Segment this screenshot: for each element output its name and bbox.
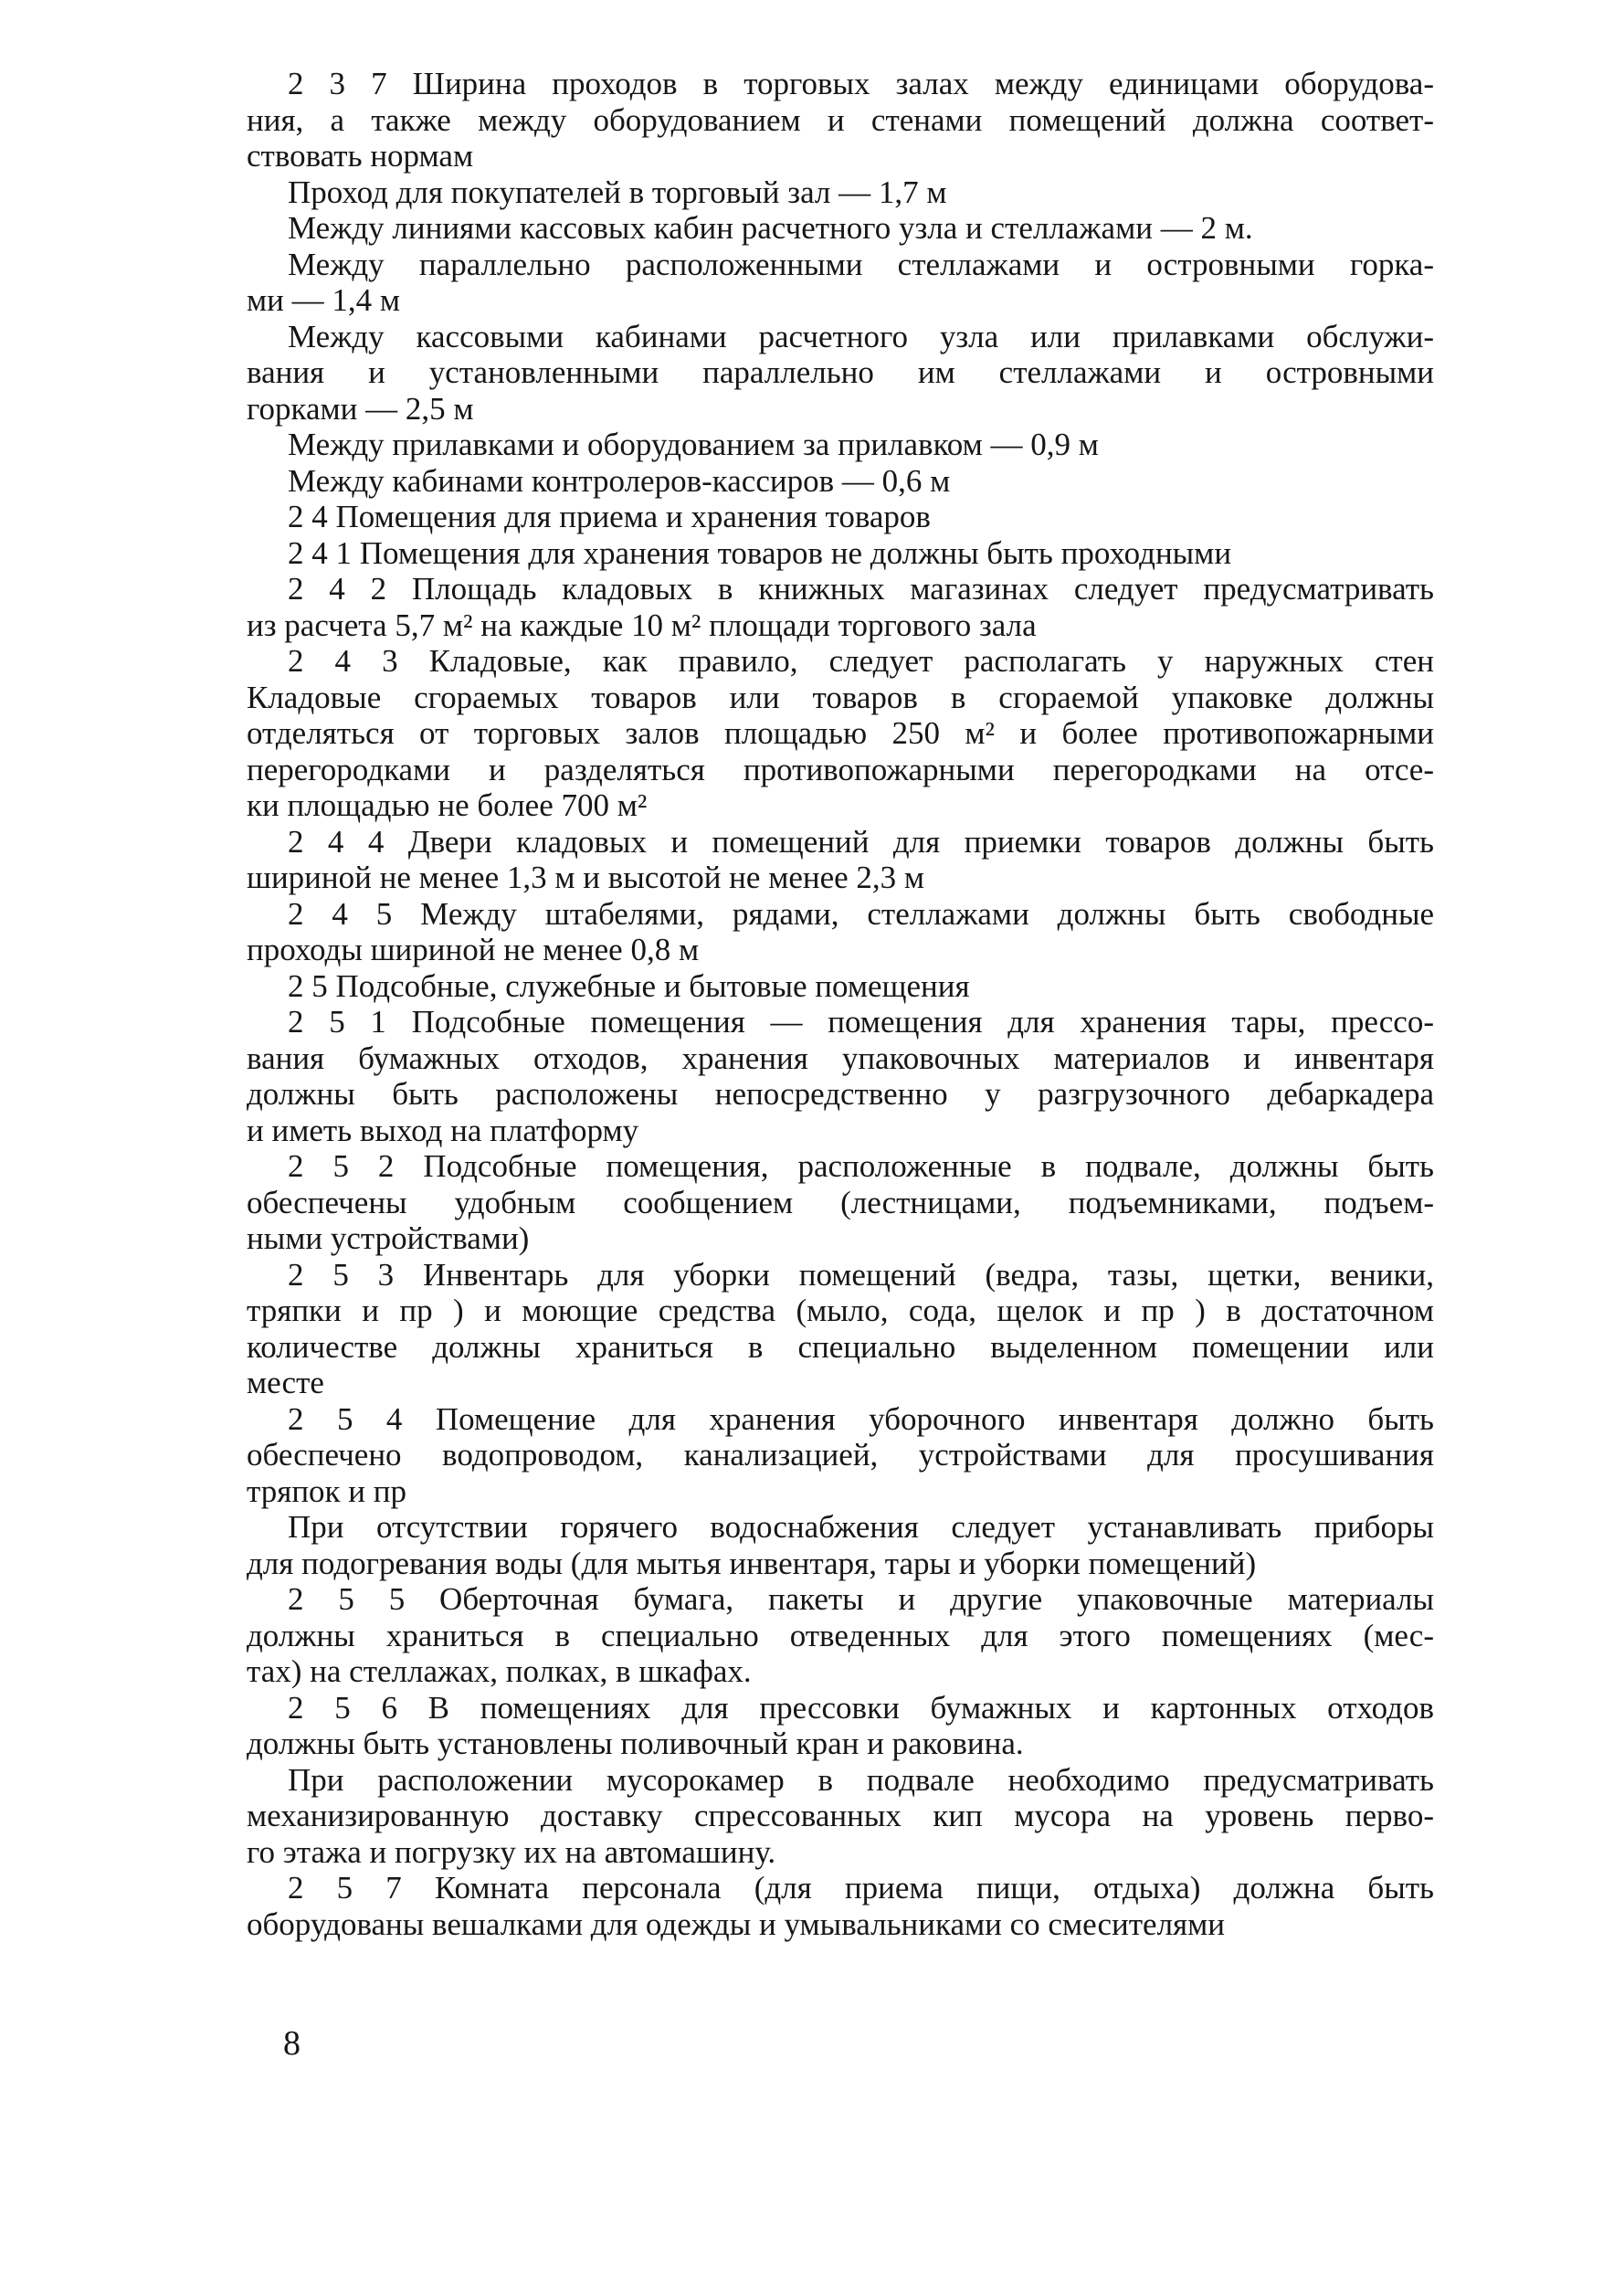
paragraph-p256 bbox=[247, 1690, 1434, 1762]
text-line: 2 5 1 Подсобные помещения — помещения для хранения тары, прессо- bbox=[288, 1004, 1434, 1040]
text-line: ными устройствами) bbox=[247, 1220, 530, 1256]
text-line: должны быть установлены поливочный кран и раковина. bbox=[247, 1726, 1024, 1761]
text-line: количестве должны храниться в специально выделенном помещении или bbox=[247, 1328, 1434, 1365]
paragraph-p25 bbox=[247, 968, 1434, 1005]
text-line: 2 4 5 Между штабелями, рядами, стеллажами должны быть свободные bbox=[288, 895, 1434, 932]
paragraph-p254 bbox=[247, 1401, 1434, 1510]
text-line: обеспечено водопроводом, канализацией, устройствами для просушивания bbox=[247, 1437, 1434, 1473]
paragraph-p256a bbox=[247, 1762, 1434, 1871]
paragraph-p254a bbox=[247, 1509, 1434, 1581]
text-line: Между прилавками и оборудованием за прилавком — 0,9 м bbox=[288, 427, 1099, 462]
text-line: 2 3 7 Ширина проходов в торговых залах между единицами оборудова- bbox=[288, 66, 1434, 101]
paragraph-p237a bbox=[247, 174, 1434, 211]
text-line: из расчета 5,7 м² на каждые 10 м² площади торгового зала bbox=[247, 607, 1037, 643]
text-line: месте bbox=[247, 1365, 324, 1400]
text-line: 2 5 3 Инвентарь для уборки помещений (ведра, тазы, щетки, веники, bbox=[288, 1256, 1434, 1293]
text-line: для подогревания воды (для мытья инвентаря, тары и уборки помещений) bbox=[247, 1545, 1257, 1581]
text-line: тах) на стеллажах, полках, в шкафах. bbox=[247, 1653, 752, 1689]
text-line: 2 4 2 Площадь кладовых в книжных магазинах следует предусматривать bbox=[288, 571, 1434, 607]
document-body bbox=[247, 66, 1434, 1942]
text-line: 2 4 1 Помещения для хранения товаров не должны быть проходными bbox=[288, 534, 1232, 571]
text-line: оборудованы вешалками для одежды и умывальниками со смесителями bbox=[247, 1906, 1226, 1942]
paragraph-p237 bbox=[247, 66, 1434, 174]
paragraph-p253 bbox=[247, 1257, 1434, 1401]
paragraph-p245 bbox=[247, 896, 1434, 968]
text-line: ми — 1,4 м bbox=[247, 282, 401, 318]
paragraph-p24 bbox=[247, 499, 1434, 535]
text-line: 2 5 2 Подсобные помещения, расположенные в подвале, должны быть bbox=[288, 1148, 1434, 1184]
page-number: 8 bbox=[283, 2024, 301, 2063]
text-line: 2 5 7 Комната персонала (для приема пищи, отдыха) должна быть bbox=[288, 1870, 1434, 1906]
text-line: Между линиями кассовых кабин расчетного узла и стеллажами — 2 м. bbox=[288, 210, 1253, 246]
text-line: Кладовые сгораемых товаров или товаров в сгораемой упаковке должны bbox=[247, 679, 1434, 715]
text-line: вания бумажных отходов, хранения упаковочных материалов и инвентаря bbox=[247, 1040, 1434, 1076]
paragraph-p244 bbox=[247, 824, 1434, 896]
text-line: отделяться от торговых залов площадью 250 м² и более противопожарными bbox=[247, 715, 1434, 751]
text-line: 2 5 Подсобные, служебные и бытовые помещения bbox=[288, 967, 970, 1004]
text-line: горками — 2,5 м bbox=[247, 390, 474, 427]
paragraph-p243 bbox=[247, 643, 1434, 824]
text-line: 2 5 4 Помещение для хранения уборочного инвентаря должно быть bbox=[288, 1400, 1434, 1437]
text-line: механизированную доставку спрессованных кип мусора на уровень перво- bbox=[247, 1798, 1434, 1833]
text-line: При расположении мусорокамер в подвале необходимо предусматривать bbox=[288, 1761, 1434, 1798]
paragraph-p255 bbox=[247, 1581, 1434, 1690]
paragraph-p257 bbox=[247, 1870, 1434, 1942]
paragraph-p237c bbox=[247, 247, 1434, 319]
text-line: перегородками и разделяться противопожарными перегородками на отсе- bbox=[247, 751, 1434, 787]
text-line: Проход для покупателей в торговый зал — 1,7 м bbox=[288, 174, 947, 210]
text-line: При отсутствии горячего водоснабжения следует устанавливать приборы bbox=[288, 1509, 1434, 1545]
text-line: го этажа и погрузку их на автомашину. bbox=[247, 1833, 776, 1870]
paragraph-p252 bbox=[247, 1148, 1434, 1257]
paragraph-p237d bbox=[247, 319, 1434, 428]
text-line: ки площадью не более 700 м² bbox=[247, 787, 648, 823]
paragraph-p237b bbox=[247, 210, 1434, 247]
text-line: ствовать нормам bbox=[247, 138, 474, 174]
text-line: Между параллельно расположенными стеллажами и островными горка- bbox=[288, 246, 1434, 282]
text-line: проходы шириной не менее 0,8 м bbox=[247, 932, 700, 967]
text-line: и иметь выход на платформу bbox=[247, 1112, 639, 1148]
text-line: обеспечены удобным сообщением (лестницами, подъемниками, подъем- bbox=[247, 1184, 1434, 1220]
text-line: 2 4 Помещения для приема и хранения товаров bbox=[288, 499, 931, 534]
text-line: Между кабинами контролеров-кассиров — 0,6 м bbox=[288, 462, 951, 499]
text-line: тряпок и пр bbox=[247, 1473, 407, 1509]
text-line: Между кассовыми кабинами расчетного узла или прилавками обслужи- bbox=[288, 318, 1434, 354]
text-line: 2 4 4 Двери кладовых и помещений для приемки товаров должны быть bbox=[288, 823, 1434, 860]
text-line: ния, а также между оборудованием и стенами помещений должна соответ- bbox=[247, 101, 1434, 138]
text-line: 2 4 3 Кладовые, как правило, следует располагать у наружных стен bbox=[288, 643, 1434, 679]
text-line: должны храниться в специально отведенных для этого помещениях (мес- bbox=[247, 1617, 1434, 1653]
paragraph-p237f bbox=[247, 463, 1434, 500]
text-line: тряпки и пр ) и моющие средства (мыло, сода, щелок и пр ) в достаточном bbox=[247, 1293, 1434, 1328]
text-line: 2 5 5 Оберточная бумага, пакеты и другие упаковочные материалы bbox=[288, 1581, 1434, 1617]
paragraph-p251 bbox=[247, 1004, 1434, 1148]
paragraph-p241 bbox=[247, 535, 1434, 572]
text-line: шириной не менее 1,3 м и высотой не менее 2,3 м bbox=[247, 860, 925, 895]
text-line: 2 5 6 В помещениях для прессовки бумажных и картонных отходов bbox=[288, 1689, 1434, 1726]
paragraph-p242 bbox=[247, 571, 1434, 643]
text-line: вания и установленными параллельно им стеллажами и островными bbox=[247, 354, 1434, 390]
paragraph-p237e bbox=[247, 427, 1434, 463]
text-line: должны быть расположены непосредственно у разгрузочного дебаркадера bbox=[247, 1076, 1434, 1112]
